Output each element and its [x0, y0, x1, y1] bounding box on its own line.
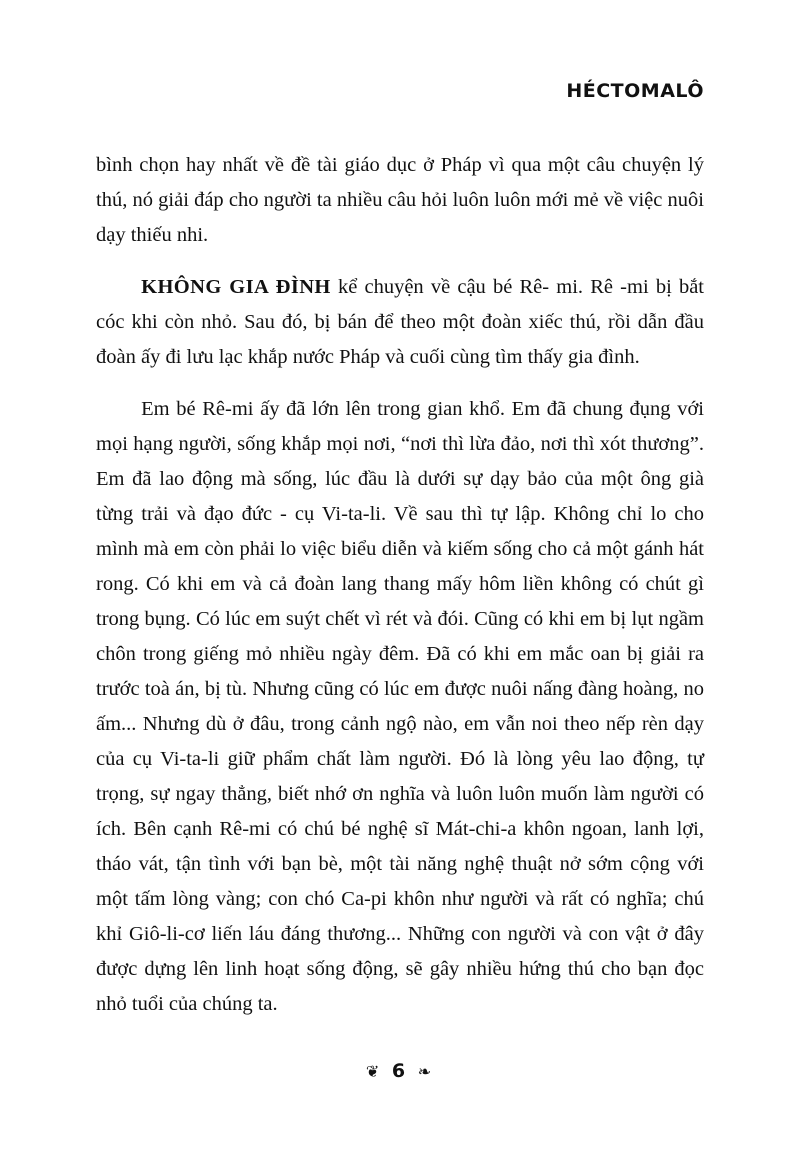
paragraph-em-be-remi	[96, 392, 704, 1022]
page-folio	[0, 1060, 800, 1082]
paragraph-text: bình chọn hay nhất về đề tài giáo dục ở Pháp vì qua một câu chuyện lý thú, nó giải đáp cho người ta nhiều câu hỏi luôn luôn mới mẻ về việc nuôi dạy thiếu nhi.	[96, 154, 704, 246]
paragraph-text: kể chuyện về cậu bé Rê- mi. Rê -mi bị bắt cóc khi còn nhỏ. Sau đó, bị bán để theo một đoàn xiếc thú, rồi dẫn đầu đoàn ấy đi lưu lạc khắp nước Pháp và cuối cùng tìm thấy gia đình.	[96, 276, 704, 368]
paragraph-khong-gia-dinh	[96, 270, 704, 375]
running-head: HÉCTOMALÔ	[566, 80, 704, 102]
book-title-lead: KHÔNG GIA ĐÌNH	[141, 276, 331, 298]
ornament-left-icon: ❦	[365, 1062, 383, 1081]
paragraph-continued	[96, 148, 704, 253]
ornament-right-icon: ❧	[417, 1062, 435, 1081]
body-text-block	[96, 148, 704, 1022]
page-number: 6	[391, 1060, 409, 1082]
paragraph-text: Em bé Rê-mi ấy đã lớn lên trong gian khổ. Em đã chung đụng với mọi hạng người, sống khắp mọi nơi, “nơi thì lừa đảo, nơi thì xót thương”. Em đã lao động mà sống, lúc đầu là dưới sự dạy bảo của một ông già từng trải và đạo đức - cụ Vi-ta-li. Về sau thì tự lập. Không chỉ lo cho mình mà em còn phải lo việc biểu diễn và kiếm sống cho cả một gánh hát rong. Có khi em và cả đoàn lang thang mấy hôm liền không có chút gì trong bụng. Có lúc em suýt chết vì rét và đói. Cũng có khi em bị lụt ngầm chôn trong giếng mỏ nhiều ngày đêm. Đã có khi em mắc oan bị giải ra trước toà án, bị tù. Nhưng cũng có lúc em được nuôi nấng đàng hoàng, no ấm... Nhưng dù ở đâu, trong cảnh ngộ nào, em vẫn noi theo nếp rèn dạy của cụ Vi-ta-li giữ phẩm chất làm người. Đó là lòng yêu lao động, tự trọng, sự ngay thẳng, biết nhớ ơn nghĩa và luôn luôn muốn làm người có ích. Bên cạnh Rê-mi có chú bé nghệ sĩ Mát-chi-a khôn ngoan, lanh lợi, tháo vát, tận tình với bạn bè, một tài năng nghệ thuật nở sớm cộng với một tấm lòng vàng; con chó Ca-pi khôn như người và rất có nghĩa; chú khỉ Giô-li-cơ liến láu đáng thương... Những con người và con vật ở đây được dựng lên linh hoạt sống động, sẽ gây nhiều hứng thú cho bạn đọc nhỏ tuổi của chúng ta.	[96, 398, 704, 1015]
